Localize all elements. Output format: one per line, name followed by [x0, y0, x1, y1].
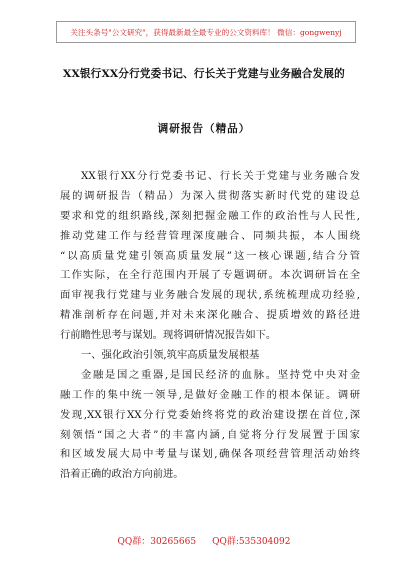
document-title-line-1: XX银行XX分行党委书记、行长关于党建与业务融合发展的 [63, 68, 345, 80]
paragraph-line: 精准剖析存在问题,并对未来深化融合、提质增效的路径进 [60, 309, 360, 322]
paragraph-line: XX银行XX分行党委书记、行长关于党建与业务融合发 [81, 170, 360, 182]
promo-banner-text: 关注头条号"公文研究"，获得最新最全最专业的公文资料库！ 微信：gongwenyj [70, 27, 342, 37]
paragraph-line: 面审视我行党建与业务融合发展的现状,系统梳理成功经验, [60, 289, 360, 302]
document-title-line-2: 调研报告（精品） [157, 123, 251, 135]
footer-qq-group-2: QQ群:535304092 [212, 537, 291, 547]
promo-banner [56, 21, 356, 43]
paragraph-line: 沿着正确的政治方向前进。 [60, 468, 184, 481]
paragraph-line: 金融是国之重器,是国民经济的血脉。坚持党中央对金 [81, 368, 360, 381]
paragraph-line: 和区域发展大局中考量与谋划,确保各项经营管理活动始终 [60, 448, 360, 461]
paragraph-line: 要求和党的组织路线,深刻把握金融工作的政治性与人民性, [60, 209, 360, 222]
footer-contact [0, 534, 408, 547]
paragraph-line: 发现,XX银行XX分行党委始终将党的政治建设摆在首位,深 [60, 408, 360, 421]
paragraph-line: 工作实际，在全行范围内开展了专题调研。本次调研旨在全 [60, 269, 360, 282]
footer-qq-group-1: QQ群：30265665 [117, 537, 197, 547]
paragraph-line: 融工作的集中统一领导,是做好金融工作的根本保证。调研 [60, 388, 360, 401]
paragraph-line: 推动党建工作与经营管理深度融合、同频共振，本人围绕 [60, 229, 360, 242]
paragraph-line: “以高质量党建引领高质量发展”这一核心课题,结合分管 [60, 249, 360, 262]
section-heading: 一、强化政治引领,筑牢高质量发展根基 [81, 349, 260, 362]
paragraph-line: 刻领悟“国之大者”的丰富内涵,自觉将分行发展置于国家 [60, 428, 360, 441]
paragraph-line: 行前瞻性思考与谋划。现将调研情况报告如下。 [60, 329, 277, 342]
document-body [60, 167, 360, 485]
paragraph-line: 展的调研报告（精品）为深入贯彻落实新时代党的建设总 [60, 189, 360, 202]
